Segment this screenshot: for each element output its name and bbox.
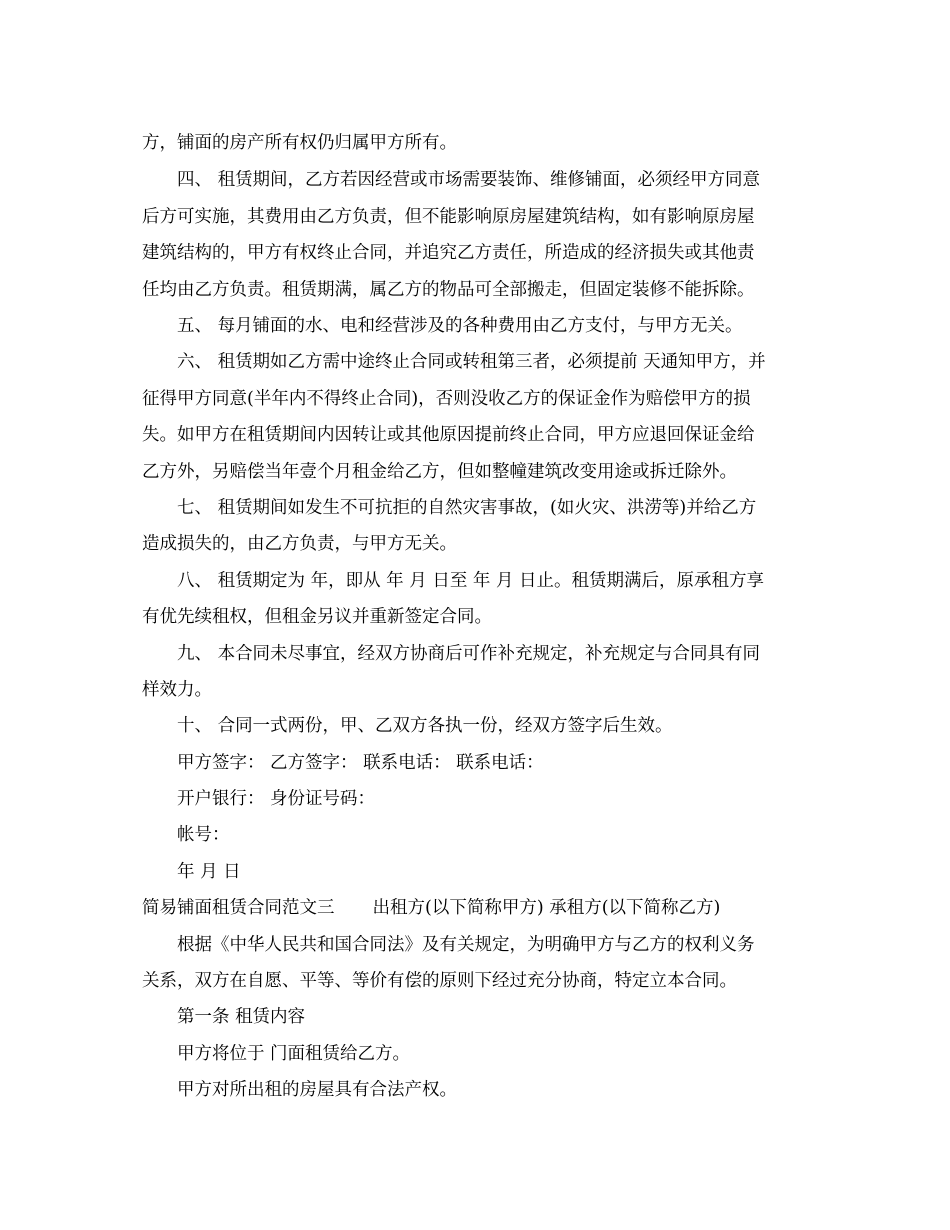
account-line: 帐号：	[177, 825, 230, 845]
clause-four-line: 四、 租赁期间，乙方若因经营或市场需要装饰、维修铺面，必须经甲方同意	[177, 170, 761, 190]
date-line: 年 月 日	[177, 862, 241, 882]
parties-line: 出租方(以下简称甲方) 承租方(以下简称乙方)	[372, 898, 721, 918]
clause-ten-line: 十、 合同一式两份，甲、乙双方各执一份，经双方签字后生效。	[177, 716, 673, 736]
preamble-line: 根据《中华人民共和国合同法》及有关规定，为明确甲方与乙方的权利义务	[177, 935, 755, 955]
text-line: 样效力。	[142, 680, 212, 700]
article-one-heading: 第一条 租赁内容	[177, 1007, 306, 1027]
signature-line: 甲方签字： 乙方签字： 联系电话： 联系电话：	[177, 753, 544, 773]
text-line: 乙方外，另赔偿当年壹个月租金给乙方，但如整幢建筑改变用途或拆迁除外。	[142, 462, 737, 482]
section-title: 简易铺面租赁合同范文三	[142, 898, 335, 918]
clause-seven-line: 七、 租赁期间如发生不可抗拒的自然灾害事故，(如火灾、洪涝等)并给乙方	[177, 498, 757, 518]
text-line: 有优先续租权，但租金另议并重新签定合同。	[142, 607, 492, 627]
clause-five-line: 五、 每月铺面的水、电和经营涉及的各种费用由乙方支付，与甲方无关。	[177, 316, 743, 336]
text-line: 关系，双方在自愿、平等、等价有偿的原则下经过充分协商，特定立本合同。	[142, 971, 737, 991]
clause-six-line: 六、 租赁期如乙方需中途终止合同或转租第三者，必须提前 天通知甲方，并	[177, 352, 766, 372]
text-line: 失。如甲方在租赁期间内因转让或其他原因提前终止合同，甲方应退回保证金给	[142, 425, 755, 445]
text-line: 甲方将位于 门面租赁给乙方。	[177, 1044, 411, 1064]
text-line: 建筑结构的，甲方有权终止合同，并追究乙方责任，所造成的经济损失或其他责	[142, 243, 755, 263]
clause-eight-line: 八、 租赁期定为 年，即从 年 月 日至 年 月 日止。租赁期满后，原承租方享	[177, 571, 764, 591]
text-line: 方，铺面的房产所有权仍归属甲方所有。	[142, 133, 457, 153]
bank-line: 开户银行： 身份证号码：	[177, 789, 376, 809]
text-line: 甲方对所出租的房屋具有合法产权。	[177, 1080, 457, 1100]
text-line: 征得甲方同意(半年内不得终止合同)，否则没收乙方的保证金作为赔偿甲方的损	[142, 389, 751, 409]
clause-nine-line: 九、 本合同未尽事宜，经双方协商后可作补充规定，补充规定与合同具有同	[177, 644, 761, 664]
section-heading-line	[142, 896, 720, 920]
text-line: 造成损失的，由乙方负责，与甲方无关。	[142, 534, 457, 554]
text-line: 后方可实施，其费用由乙方负责，但不能影响原房屋建筑结构，如有影响原房屋	[142, 207, 755, 227]
text-line: 任均由乙方负责。租赁期满，属乙方的物品可全部搬走，但固定装修不能拆除。	[142, 280, 755, 300]
